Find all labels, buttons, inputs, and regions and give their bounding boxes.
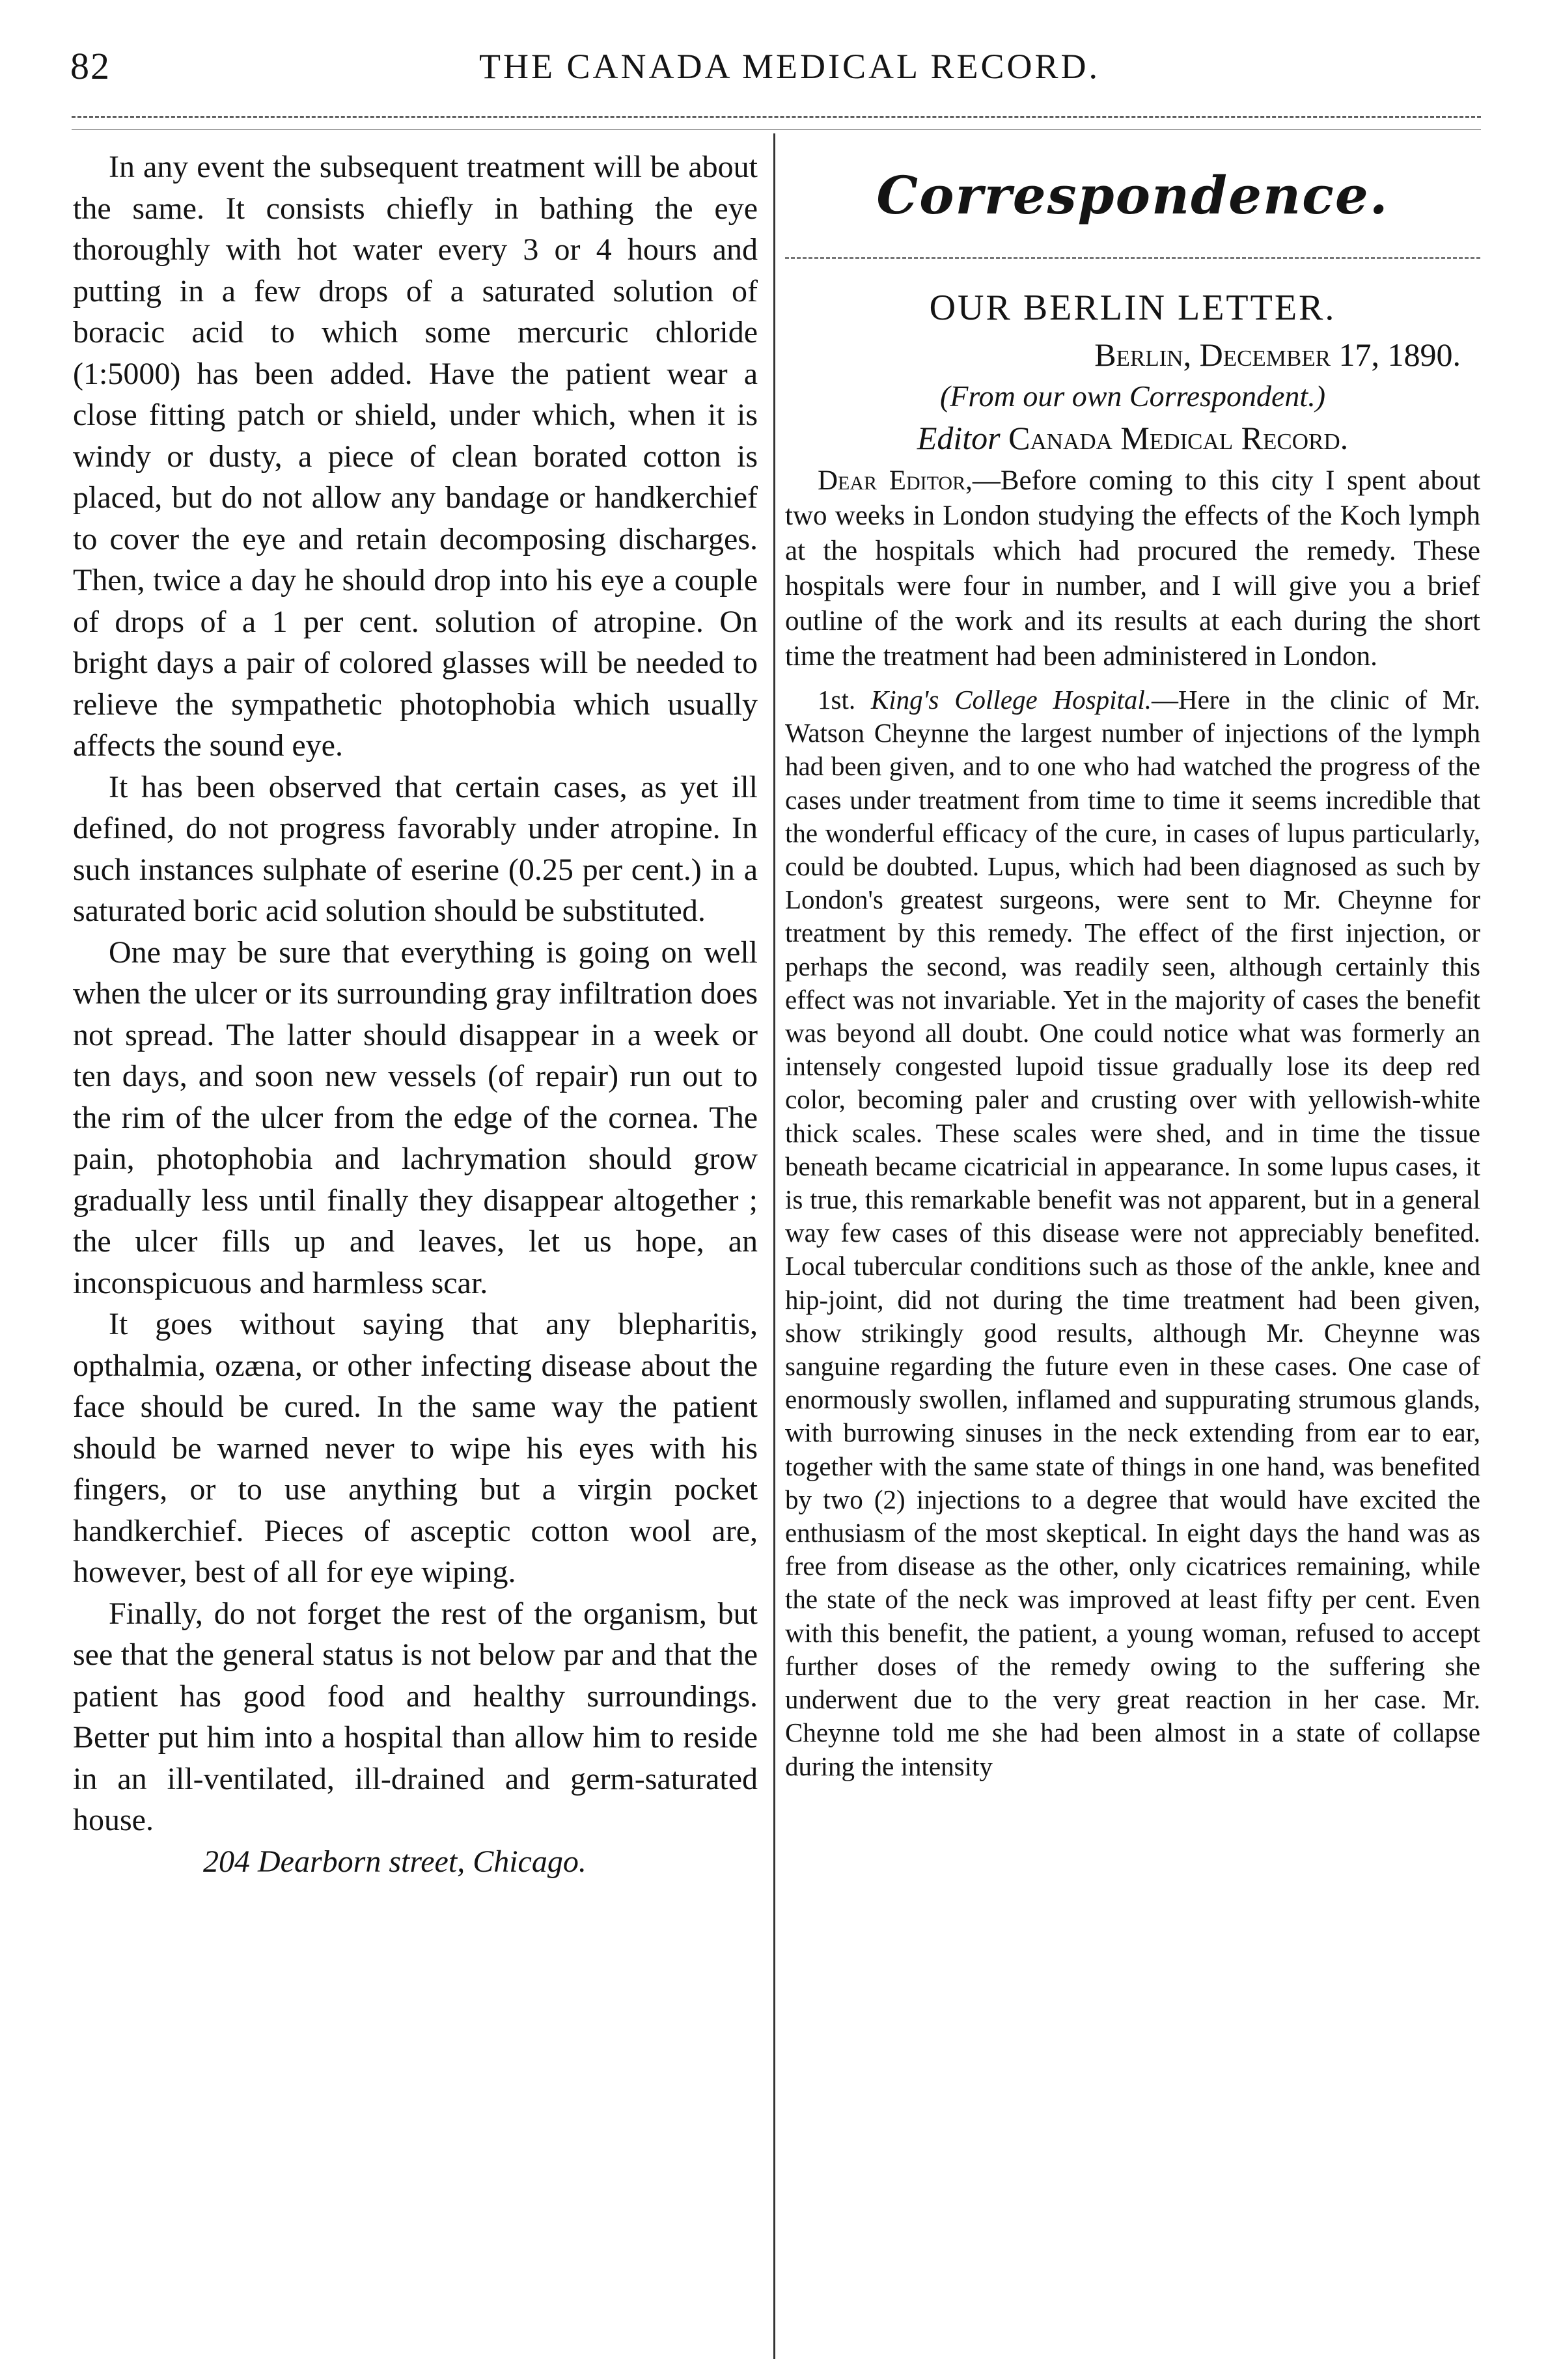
author-address: 204 Dearborn street, Chicago. xyxy=(203,1844,587,1879)
paragraph: In any event the subsequent treatment will be about the same. It consists chiefly in bathing the eye thoroughly with hot water every 3 or 4 hours and putting in a few drops of a saturated solution of boracic acid to which some mercuric chloride (1:5000) has been added. Have the patient wear a close fitting patch or shield, under which, when it is windy or dusty, a piece of clean borated cotton is placed, but do not allow any bandage or handkerchief to cover the eye and retain decomposing discharges. Then, twice a day he should drop into his eye a couple of drops of a 1 per cent. solution of atropine. On bright days a pair of colored glasses will be needed to relieve the sympathetic photophobia which usually affects the sound eye. xyxy=(73,150,758,763)
paragraph-text: —Here in the clinic of Mr. Watson Cheynne the largest number of injections of the lymph had been given, and to one who had watched the progress of the cases under treatment from time to time it seems incredible that the wonderful efficacy of the cure, in cases of lupus particularly, could be doubted. Lupus, which had been diagnosed as such by London's greatest surgeons, were sent to Mr. Cheynne for treatment by this remedy. The effect of the first injection, or perhaps the second, was readily seen, although certainly this effect was not invariable. Yet in the majority of cases the benefit was beyond all doubt. One could notice what was formerly an intensely congested lupoid tissue gradually lose its deep red color, becoming paler and crusting over with yellowish-white thick scales. These scales were shed, and in time the tissue beneath became cicatricial in appearance. In some lupus cases, it is true, this remarkable benefit was not apparent, but in a general way few cases of this disease were not appreciably benefited. Local tubercular conditions such as those of the ankle, knee and hip-joint, did not during the time treatment had been given, show strikingly good results, although Mr. Cheynne was sanguine regarding the future even in these cases. One case of enormously swollen, inflamed and suppurating strumous glands, with burrowing sinuses in the neck extending from ear to ear, together with the same state of things in one hand, was benefited by two (2) injections to a degree that would have excited the enthusiasm of the most skeptical. In eight days the hand was as free from disease as the other, only cicatrices remaining, while the state of the neck was improved at least fifty per cent. Even with this benefit, the patient, a young woman, refused to accept further doses of the remedy owing to the suffering she underwent due to the very great reaction in her case. Mr. Cheynne told me she had been almost in a state of collapse during the intensity xyxy=(785,685,1480,1781)
editor-prefix: Editor xyxy=(917,420,1001,456)
letter-paragraph xyxy=(785,463,1480,674)
editor-line xyxy=(785,417,1480,459)
section-rule xyxy=(785,257,1480,259)
editor-journal: Canada Medical Record. xyxy=(1008,420,1349,456)
paragraph: Finally, do not forget the rest of the organism, but see that the general status is not below par and that the patient has good food and healthy surroundings. Better put him into a hospital than allow him to reside in an ill-ventilated, ill-drained and germ-saturated house. xyxy=(73,1596,758,1837)
hospital-name: King's College Hospital. xyxy=(870,685,1152,715)
right-column xyxy=(785,146,1480,1783)
running-header xyxy=(70,40,1483,92)
paragraph: It goes without saying that any blepharitis, opthalmia, ozæna, or other infecting disease about the face should be cured. In the same way the patient should be warned never to wipe his eyes with his fingers, or to use anything but a virgin pocket handkerchief. Pieces of asceptic cotton wool are, however, best of all for eye wiping. xyxy=(73,1307,758,1589)
item-number: 1st. xyxy=(818,685,856,715)
dateline-text: Berlin, December 17, 1890. xyxy=(1094,336,1461,373)
salutation: Dear Editor, xyxy=(818,465,973,496)
left-column xyxy=(73,146,758,1882)
paragraph-text: —Before coming to this city I spent about two weeks in London studying the effects of the Koch lymph at the hospitals which had procured the remedy. These hospitals were four in number, and I will give you a brief outline of the work and its results at each during the short time the treatment had been administered in London. xyxy=(785,465,1481,672)
dateline xyxy=(785,333,1461,376)
paragraph: It has been observed that certain cases, as yet ill defined, do not progress favorably under atropine. In such instances sulphate of eserine (0.25 per cent.) in a saturated boric acid solution should be substituted. xyxy=(73,769,758,928)
article-title: OUR BERLIN LETTER. xyxy=(929,288,1336,328)
column-divider xyxy=(773,133,775,2359)
page-number: 82 xyxy=(70,45,111,87)
byline: (From our own Correspondent.) xyxy=(939,379,1326,413)
running-title: THE CANADA MEDICAL RECORD. xyxy=(479,47,1100,86)
paragraph: One may be sure that everything is going on well when the ulcer or its surrounding gray infiltration does not spread. The latter should disappear in a week or ten days, and soon new vessels (of repair) run out to the rim of the ulcer from the edge of the cornea. The pain, photophobia and lachrymation should grow gradually less until finally they disappear altogether ; the ulcer fills up and leaves, let us hope, an inconspicuous and harmless scar. xyxy=(73,935,758,1300)
section-heading: Correspondence. xyxy=(876,165,1389,226)
header-rule-secondary xyxy=(72,129,1481,130)
header-rule xyxy=(72,116,1481,118)
letter-paragraph xyxy=(785,683,1480,1783)
